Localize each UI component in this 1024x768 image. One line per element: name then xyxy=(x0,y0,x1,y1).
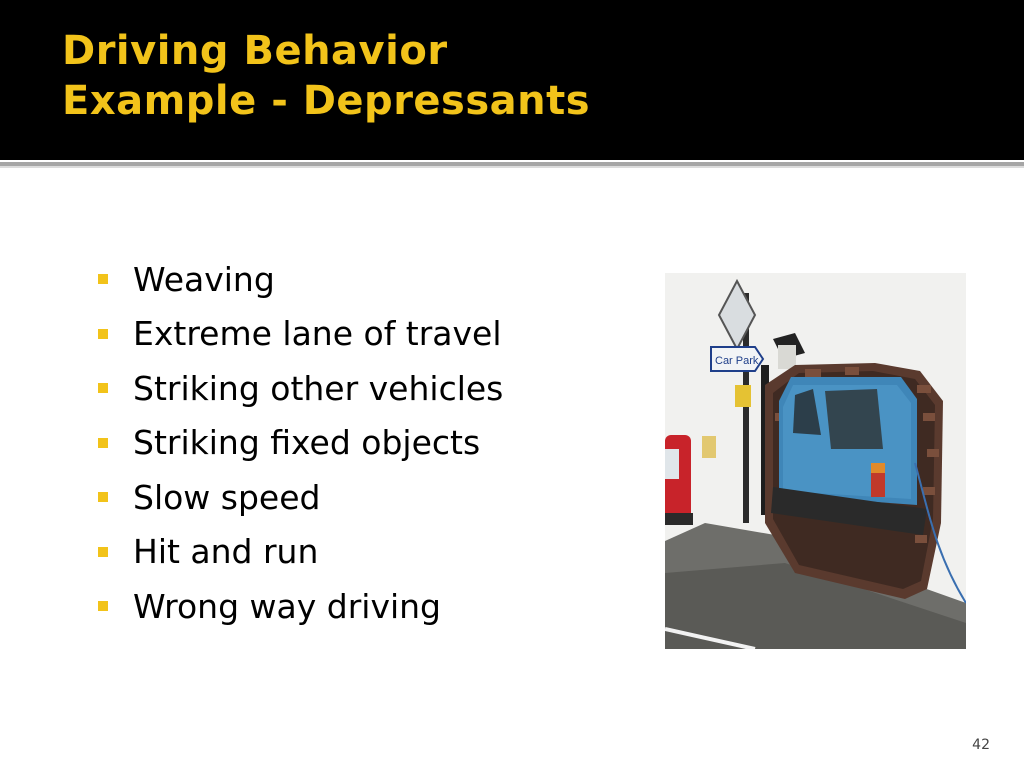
slide-title-line-2: Example - Depressants xyxy=(62,78,591,124)
bullet-item xyxy=(98,525,503,580)
bullet-square-icon xyxy=(98,492,108,502)
bullet-text: Striking fixed objects xyxy=(133,423,481,463)
bullet-item xyxy=(98,416,503,471)
bullet-item xyxy=(98,252,503,307)
crashed-van-photo xyxy=(665,273,966,649)
bullet-text: Wrong way driving xyxy=(133,586,442,626)
bullet-list xyxy=(98,252,503,634)
bullet-square-icon xyxy=(98,601,108,611)
bullet-text: Hit and run xyxy=(133,532,319,572)
page-number: 42 xyxy=(972,737,990,753)
crashed-van-illustration xyxy=(665,273,966,649)
bullet-item xyxy=(98,470,503,525)
slide-title xyxy=(62,26,590,126)
bullet-square-icon xyxy=(98,274,108,284)
bullet-item xyxy=(98,361,503,416)
bullet-square-icon xyxy=(98,383,108,393)
bullet-square-icon xyxy=(98,438,108,448)
bullet-square-icon xyxy=(98,547,108,557)
bullet-item xyxy=(98,579,503,634)
title-divider-highlight xyxy=(0,166,1024,168)
car-park-sign-text: Car Park xyxy=(715,355,759,367)
bullet-text: Weaving xyxy=(133,259,275,299)
bullet-text: Extreme lane of travel xyxy=(133,314,502,354)
bullet-text: Striking other vehicles xyxy=(133,368,504,408)
slide-title-line-1: Driving Behavior xyxy=(62,28,448,74)
bullet-item xyxy=(98,307,503,362)
title-bar xyxy=(0,0,1024,160)
bullet-text: Slow speed xyxy=(133,477,321,517)
bullet-square-icon xyxy=(98,329,108,339)
